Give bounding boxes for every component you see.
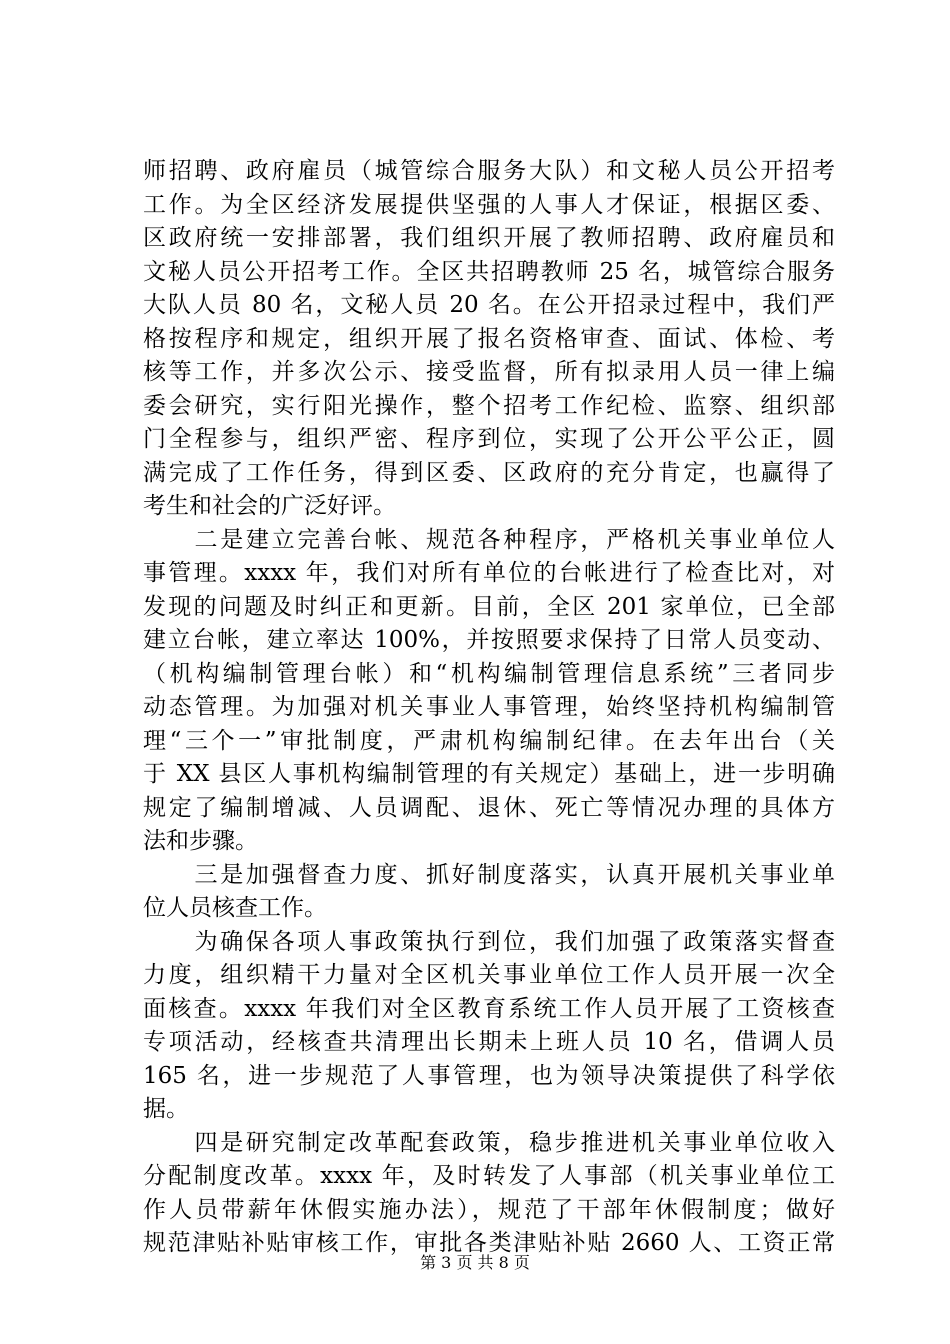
body-text-line: 位人员核查工作。 [143,895,327,921]
body-text-line: 事管理。xxxx 年，我们对所有单位的台帐进行了检查比对，对 [143,560,835,586]
body-text-line: 分配制度改革。xxxx 年，及时转发了人事部（机关事业单位工 [143,1163,835,1189]
body-text-line: 为确保各项人事政策执行到位，我们加强了政策落实督查 [143,928,835,955]
body-text-line: 建立台帐，建立率达 100%，并按照要求保持了日常人员变动、 [143,627,835,653]
body-text-line: 工作。为全区经济发展提供坚强的人事人才保证，根据区委、 [143,191,835,218]
body-text-line: 面核查。xxxx 年我们对全区教育系统工作人员开展了工资核查 [143,995,835,1022]
body-text-line: 专项活动，经核查共清理出长期未上班人员 10 名，借调人员 [143,1029,835,1055]
body-text-line: 理“三个一”审批制度，严肃机构编制纪律。在去年出台（关 [143,727,835,754]
body-text-line: 师招聘、政府雇员（城管综合服务大队）和文秘人员公开招考 [143,158,835,184]
body-text-line: 满完成了工作任务，得到区委、区政府的充分肯定，也赢得了 [143,459,835,486]
body-text-line: 作人员带薪年休假实施办法），规范了干部年休假制度；做好 [143,1196,835,1223]
body-text-line: 发现的问题及时纠正和更新。目前，全区 201 家单位，已全部 [143,593,835,620]
page-footer: 第 3 页 共 8 页 [420,1253,530,1272]
body-text-line: 四是研究制定改革配套政策，稳步推进机关事业单位收入 [143,1129,835,1156]
body-text-line: 165 名，进一步规范了人事管理，也为领导决策提供了科学依 [143,1062,835,1089]
body-text-line: 二是建立完善台帐、规范各种程序，严格机关事业单位人 [143,526,835,553]
body-text-line: 核等工作，并多次公示、接受监督，所有拟录用人员一律上编 [143,359,835,385]
body-text-line: 门全程参与，组织严密、程序到位，实现了公开公平公正，圆 [143,426,835,452]
body-text-line: 大队人员 80 名，文秘人员 20 名。在公开招录过程中，我们严 [143,292,835,318]
body-text-line: 三是加强督查力度、抓好制度落实，认真开展机关事业单 [143,861,835,888]
body-text-line: 考生和社会的广泛好评。 [143,493,396,519]
body-text-line: 格按程序和规定，组织开展了报名资格审查、面试、体检、考 [143,325,835,352]
body-text-line: 文秘人员公开招考工作。全区共招聘教师 25 名，城管综合服务 [143,258,835,285]
body-text-line: 法和步骤。 [143,828,258,854]
body-text-line: 动态管理。为加强对机关事业人事管理，始终坚持机构编制管 [143,694,835,720]
body-text-line: 于 XX 县区人事机构编制管理的有关规定）基础上，进一步明确 [143,761,835,787]
body-text-line: （机构编制管理台帐）和“机构编制管理信息系统”三者同步 [143,660,835,687]
body-text-line: 力度，组织精干力量对全区机关事业单位工作人员开展一次全 [143,962,835,988]
body-text-line: 规定了编制增减、人员调配、退休、死亡等情况办理的具体方 [143,794,835,821]
body-text-line: 委会研究，实行阳光操作，整个招考工作纪检、监察、组织部 [143,392,835,419]
document-body [143,155,835,1261]
body-text-line: 区政府统一安排部署，我们组织开展了教师招聘、政府雇员和 [143,225,835,251]
body-text-line: 据。 [143,1096,189,1122]
body-text-line: 规范津贴补贴审核工作，审批各类津贴补贴 2660 人、工资正常 [143,1230,835,1256]
